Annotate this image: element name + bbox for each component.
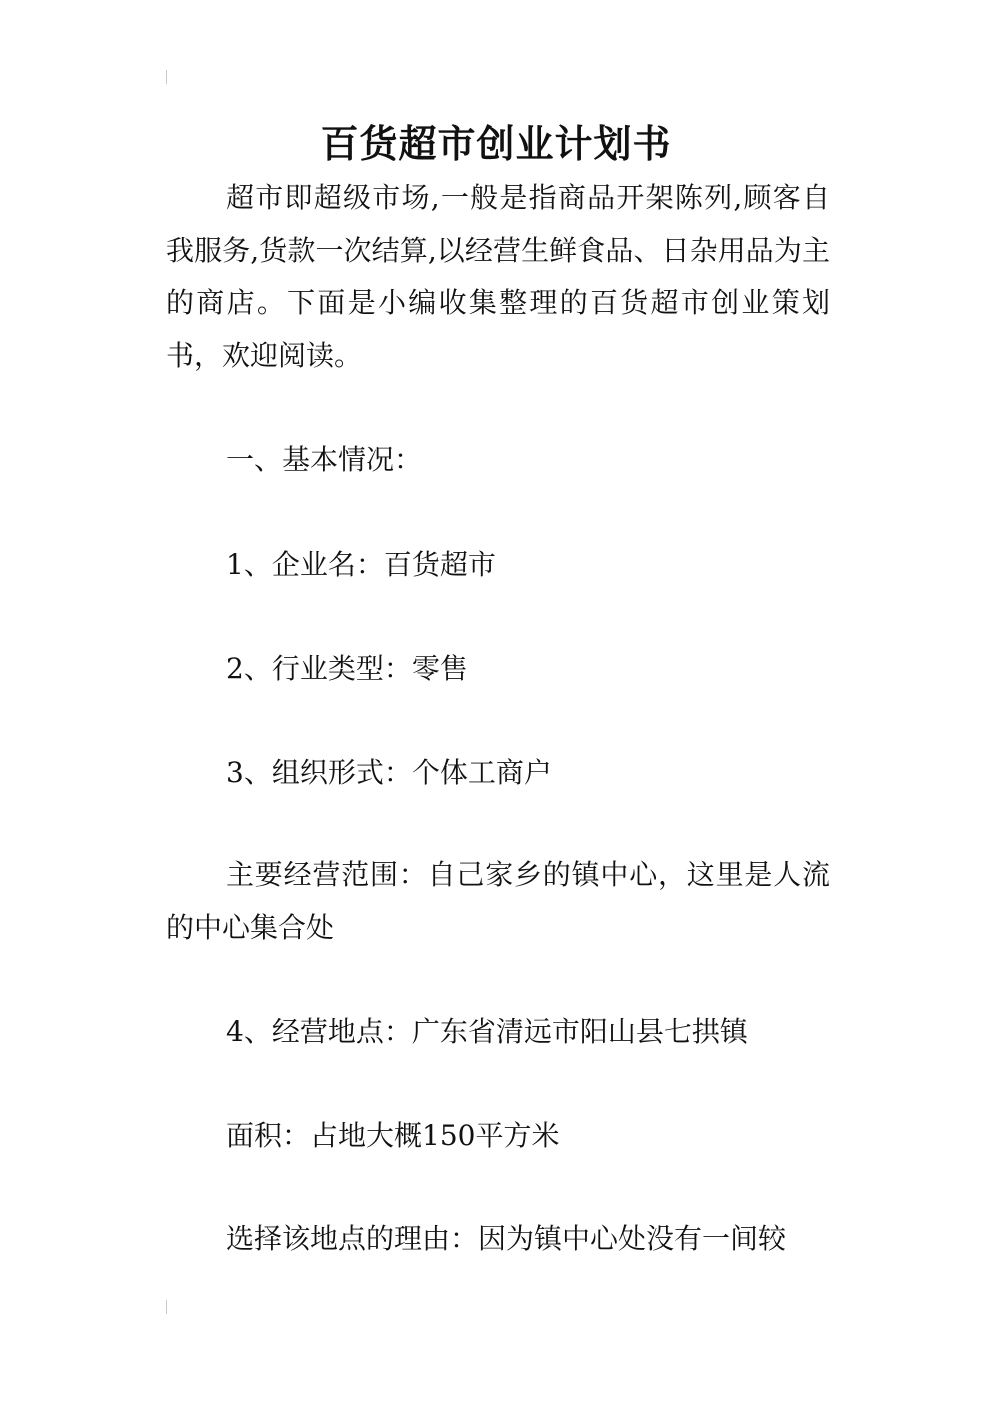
- section-heading-basic-info: 一、基本情况：: [226, 443, 423, 476]
- business-location-paragraph: 4、经营地点：广东省清远市阳山县七拱镇: [226, 1015, 748, 1048]
- intro-paragraph: 超市即超级市场,一般是指商品开架陈列,顾客自我服务,货款一次结算,以经营生鲜食品、日杂用品为主的商店。下面是小编收集整理的百货超市创业策划书，欢迎阅读。: [166, 181, 830, 372]
- location-reason-paragraph: 选择该地点的理由：因为镇中心处没有一间较: [226, 1222, 787, 1255]
- area-paragraph: 面积：占地大概150平方米: [226, 1119, 560, 1152]
- industry-type-paragraph: 2、行业类型：零售: [226, 652, 468, 685]
- page-corner-mark-top: [166, 70, 167, 84]
- business-scope-paragraph: 主要经营范围：自己家乡的镇中心，这里是人流的中心集合处: [166, 858, 830, 944]
- company-name-paragraph: 1、企业名：百货超市: [226, 548, 496, 581]
- organization-form-paragraph: 3、组织形式：个体工商户: [226, 756, 552, 789]
- document-title: 百货超市创业计划书: [320, 121, 672, 166]
- page-corner-mark-bottom: [166, 1300, 167, 1314]
